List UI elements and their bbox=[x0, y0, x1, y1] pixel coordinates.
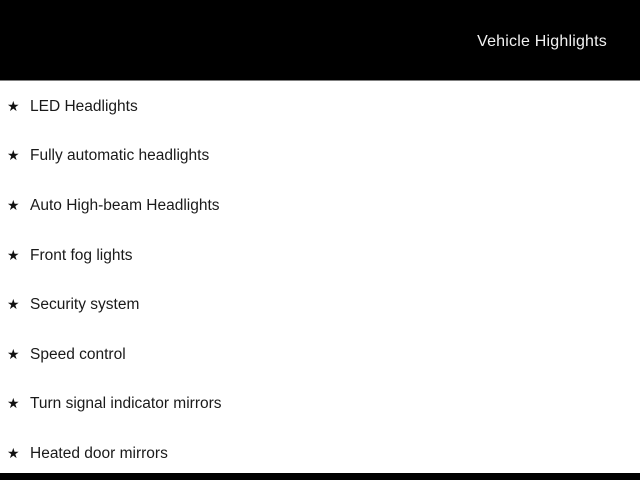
list-item bbox=[0, 82, 640, 132]
list-item bbox=[0, 231, 640, 281]
highlight-label: LED Headlights bbox=[30, 97, 138, 115]
highlight-label: Security system bbox=[30, 296, 140, 314]
star-icon: ★ bbox=[7, 246, 20, 263]
star-icon: ★ bbox=[7, 147, 20, 164]
header-bar bbox=[0, 0, 640, 81]
highlights-list bbox=[0, 82, 640, 479]
star-icon: ★ bbox=[7, 395, 20, 412]
list-item bbox=[0, 330, 640, 380]
highlight-label: Heated door mirrors bbox=[30, 444, 168, 462]
star-icon: ★ bbox=[7, 196, 20, 213]
list-item bbox=[0, 280, 640, 330]
highlight-label: Fully automatic headlights bbox=[30, 147, 210, 165]
highlight-label: Auto High-beam Headlights bbox=[30, 196, 220, 214]
star-icon: ★ bbox=[7, 97, 20, 114]
highlight-label: Front fog lights bbox=[30, 246, 133, 264]
highlight-label: Speed control bbox=[30, 345, 126, 363]
list-item bbox=[0, 132, 640, 182]
list-item bbox=[0, 380, 640, 430]
page-title: Vehicle Highlights bbox=[477, 33, 607, 50]
star-icon: ★ bbox=[7, 444, 20, 461]
footer-bar bbox=[0, 473, 640, 480]
star-icon: ★ bbox=[7, 296, 20, 313]
list-item bbox=[0, 429, 640, 479]
star-icon: ★ bbox=[7, 345, 20, 362]
highlight-label: Turn signal indicator mirrors bbox=[30, 395, 222, 413]
list-item bbox=[0, 181, 640, 231]
